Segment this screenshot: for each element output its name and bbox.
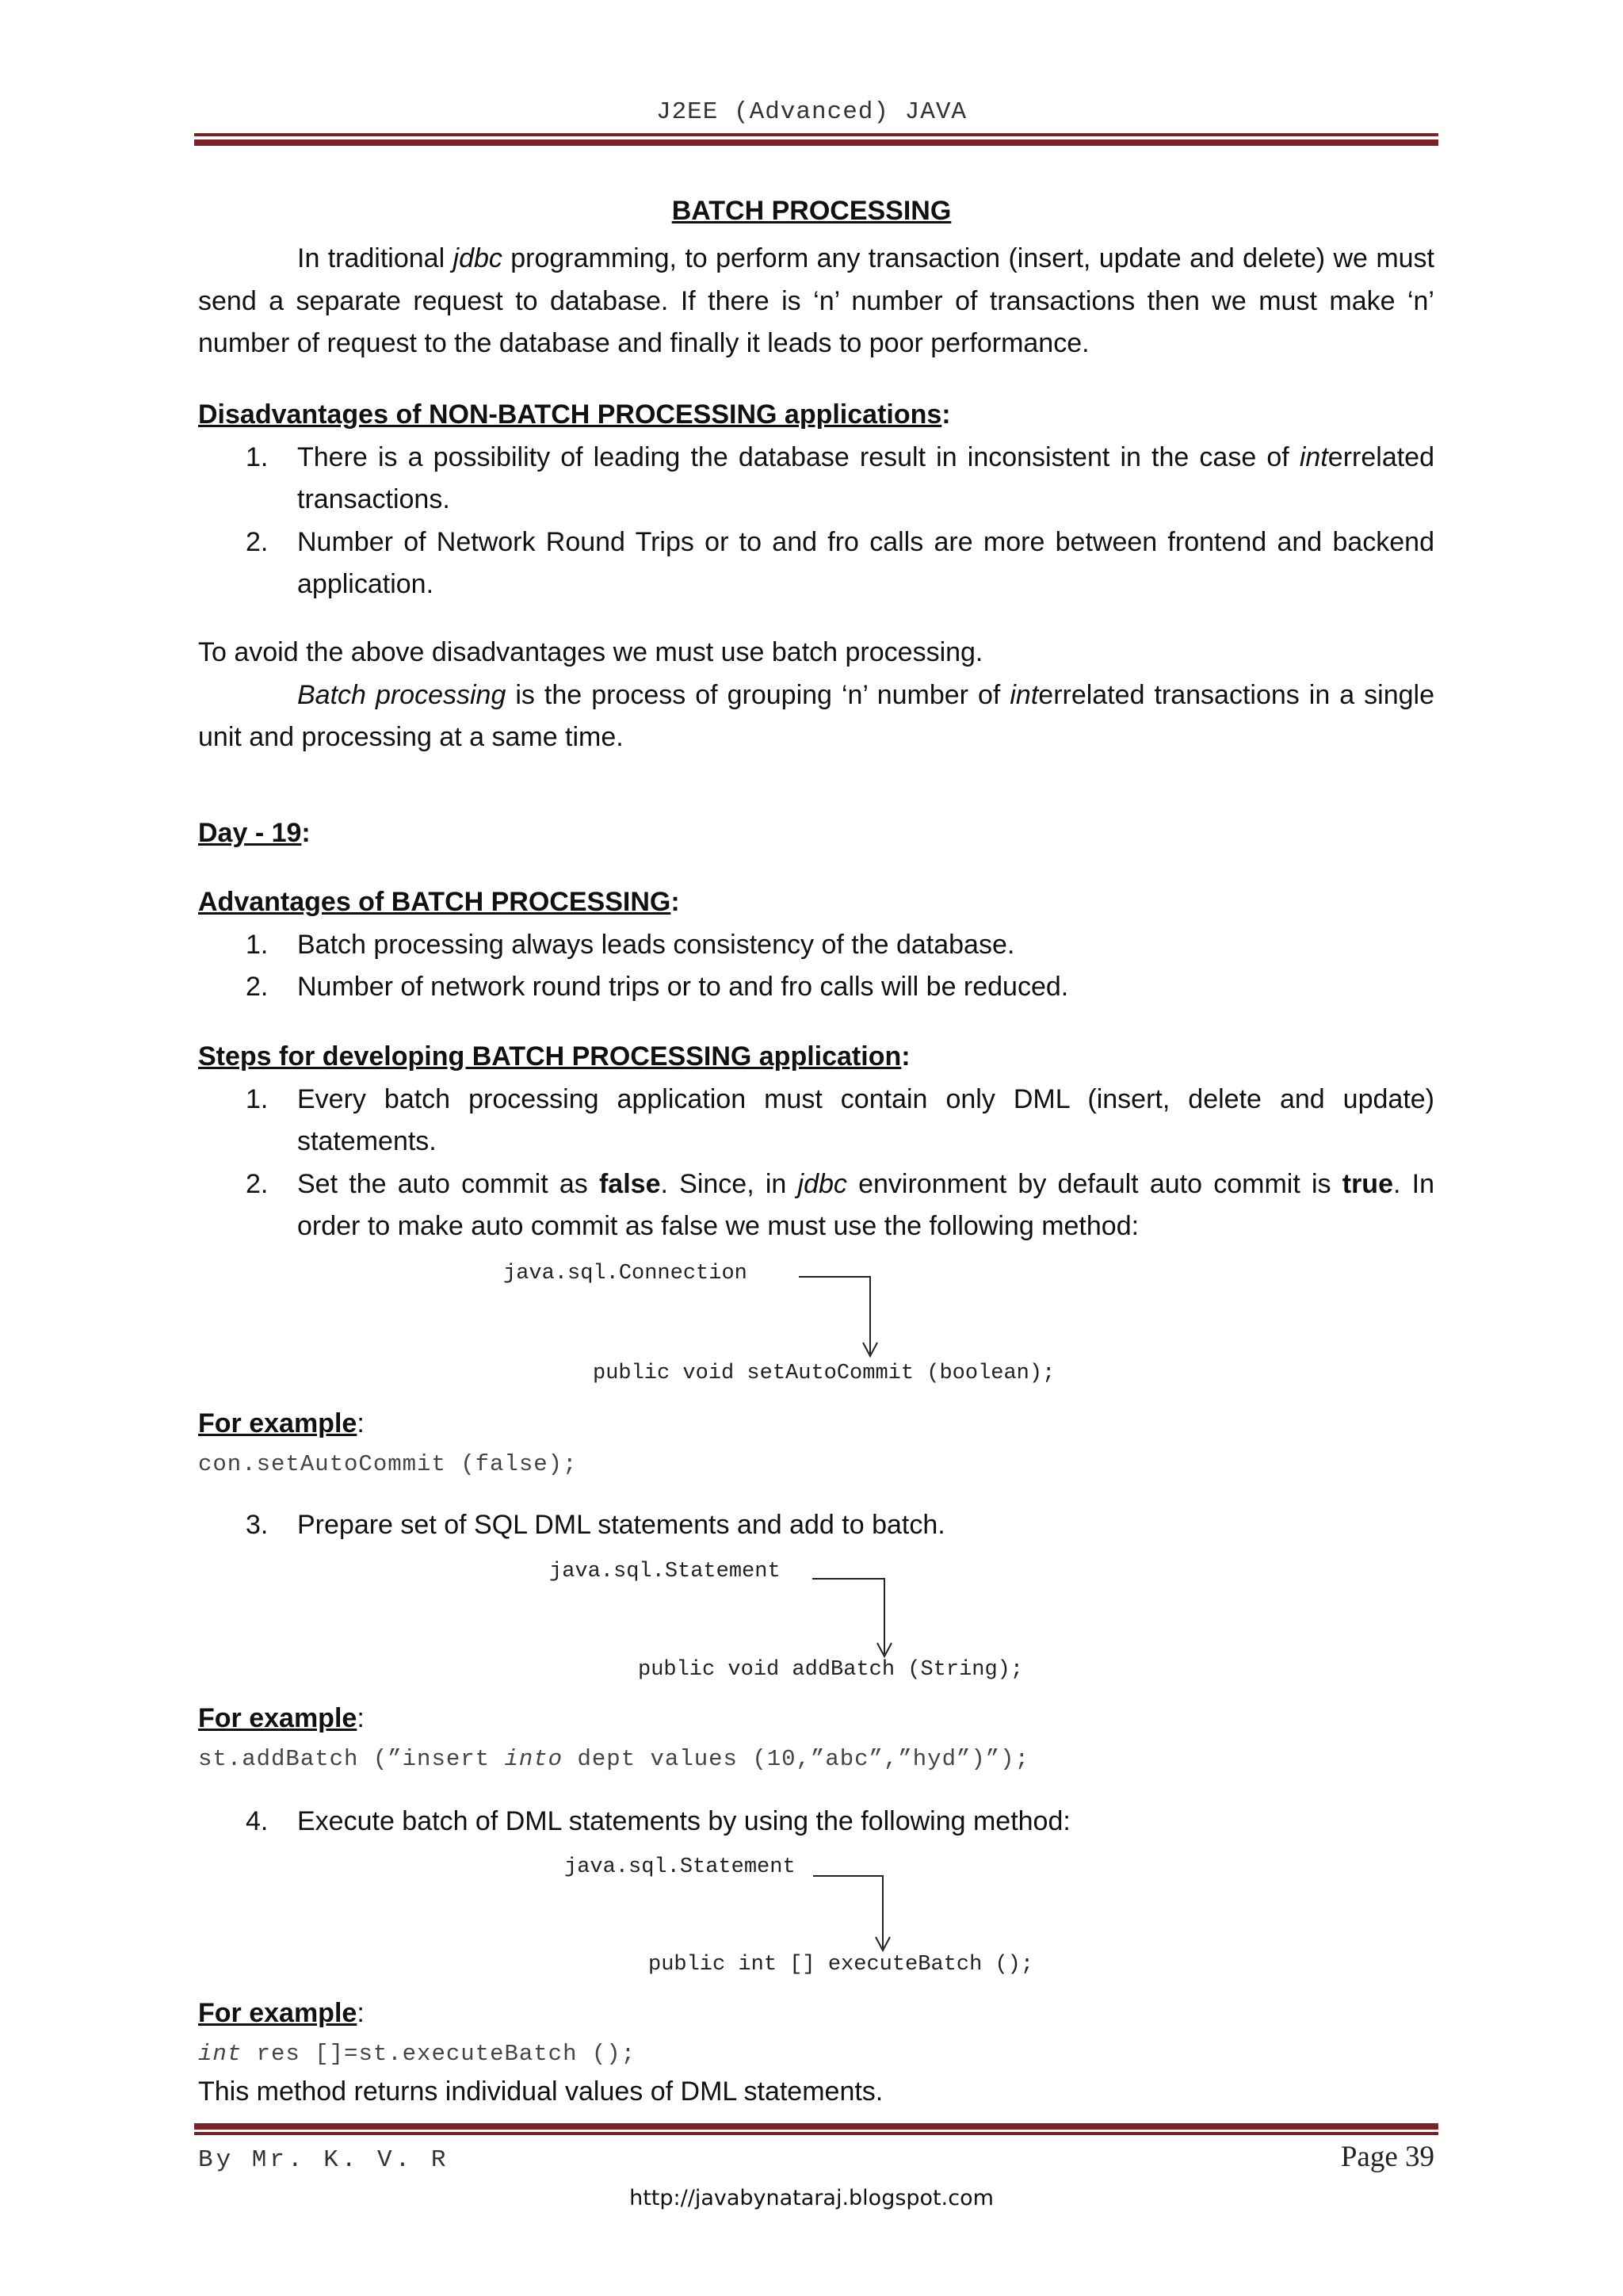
header-rule-thick xyxy=(194,139,1438,146)
example-label: For example: xyxy=(198,1998,365,2028)
example-code: int res []=st.executeBatch (); xyxy=(198,2040,636,2067)
list-item: 2. Number of Network Round Trips or to and fro calls are more between frontend and backend application. xyxy=(246,526,1434,600)
diagram-class-name: java.sql.Statement xyxy=(549,1560,781,1584)
running-header: J2EE (Advanced) JAVA xyxy=(655,98,968,126)
add-batch-diagram xyxy=(0,1557,1623,1692)
day-label: Day - 19: xyxy=(198,818,311,848)
diagram-class-name: java.sql.Statement xyxy=(564,1855,796,1879)
page-title: BATCH PROCESSING xyxy=(671,196,952,226)
disadvantages-heading: Disadvantages of NON-BATCH PROCESSING applications: xyxy=(198,399,951,430)
intro-section xyxy=(198,238,1434,365)
example-3 xyxy=(198,1992,1434,2110)
example-code: st.addBatch (”insert into dept values (10,”abc”,”hyd”)”); xyxy=(198,1745,1029,1772)
list-item: 1. There is a possibility of leading the database result in inconsistent in the case of interrelated transactions. xyxy=(246,441,1434,515)
example-label: For example: xyxy=(198,1408,365,1438)
batch-definition-section xyxy=(198,632,1434,759)
step-3-section xyxy=(198,1504,1434,1547)
disadvantages-list xyxy=(198,437,1434,606)
step-4-section xyxy=(198,1801,1434,1843)
diagram-method-signature: public int [] executeBatch (); xyxy=(648,1953,1034,1977)
steps-section xyxy=(198,1036,1434,1248)
steps-heading: Steps for developing BATCH PROCESSING application: xyxy=(198,1041,911,1072)
author-credit: By Mr. K. V. R xyxy=(198,2146,449,2174)
set-auto-commit-diagram xyxy=(0,1252,1623,1395)
steps-list-continued xyxy=(198,1801,1434,1843)
step-2: 2. Set the auto commit as false. Since, in jdbc environment by default auto commit is true. In order to make auto commit as false we must use the following method: xyxy=(246,1168,1434,1242)
example-2 xyxy=(198,1698,1434,1778)
advantages-heading: Advantages of BATCH PROCESSING: xyxy=(198,887,680,917)
diagram-method-signature: public void setAutoCommit (boolean); xyxy=(593,1362,1056,1385)
definition-paragraph: Batch processing is the process of grouping ‘n’ number of interrelated transactions in a single unit and processing at a same time. xyxy=(198,679,1435,753)
steps-list xyxy=(198,1079,1434,1248)
list-item: 2. Number of network round trips or to and fro calls will be reduced. xyxy=(246,972,1069,1003)
disadvantages-section xyxy=(198,394,1434,606)
example-code: con.setAutoCommit (false); xyxy=(198,1450,578,1477)
footer-rule-thin xyxy=(194,2132,1438,2135)
steps-list-continued xyxy=(198,1504,1434,1547)
diagram-method-signature: public void addBatch (String); xyxy=(638,1658,1024,1682)
page-number: Page 39 xyxy=(1340,2141,1434,2173)
header-rule-thin xyxy=(194,133,1438,136)
step-1: 1. Every batch processing application must contain only DML (insert, delete and update) statements. xyxy=(246,1083,1434,1157)
avoid-line: To avoid the above disadvantages we must use batch processing. xyxy=(198,637,983,667)
closing-line: This method returns individual values of DML statements. xyxy=(198,2076,884,2107)
advantages-section xyxy=(198,881,1434,1009)
list-item: 1. Batch processing always leads consistency of the database. xyxy=(246,929,1015,960)
step-4: 4. Execute batch of DML statements by using the following method: xyxy=(246,1806,1071,1836)
advantages-list xyxy=(198,924,1434,1009)
footer-url-link[interactable]: http://javabynataraj.blogspot.com xyxy=(629,2186,994,2210)
execute-batch-diagram xyxy=(0,1853,1623,1988)
diagram-class-name: java.sql.Connection xyxy=(503,1262,747,1286)
footer-rule-thick xyxy=(194,2123,1438,2130)
step-3: 3. Prepare set of SQL DML statements and add to batch. xyxy=(246,1510,945,1540)
example-1 xyxy=(198,1403,1434,1484)
intro-paragraph: In traditional jdbc programming, to perform any transaction (insert, update and delete) we must send a separate request to database. If there is ‘n’ number of transactions then we must make ‘n’ number of request to the database and finally it leads to poor performance. xyxy=(198,243,1435,359)
example-label: For example: xyxy=(198,1703,365,1733)
